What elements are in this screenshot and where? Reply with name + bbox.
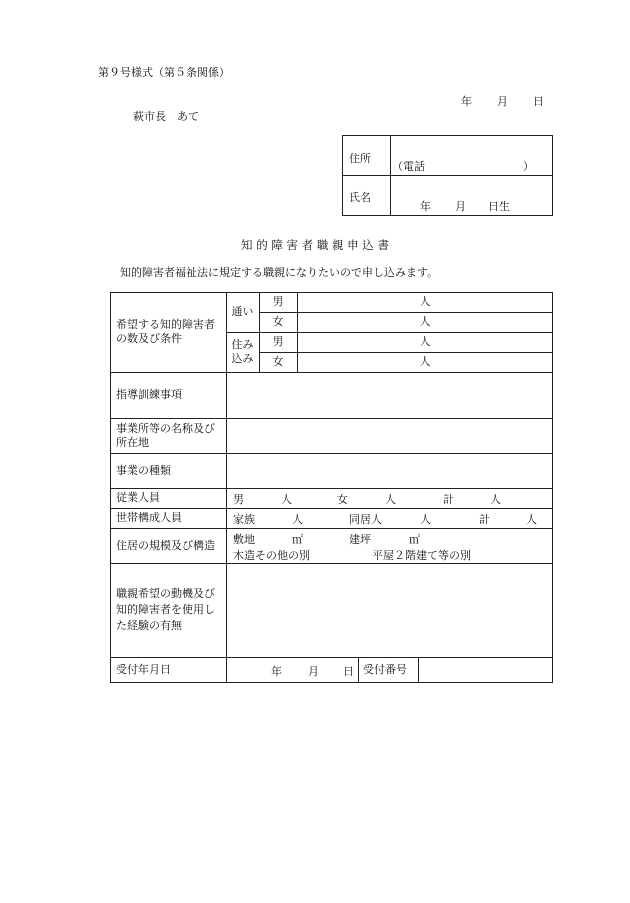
reception-number-field[interactable] bbox=[419, 658, 552, 682]
business-type-label: 事業の種類 bbox=[116, 463, 171, 477]
phone-close: ） bbox=[523, 160, 534, 173]
birth-day-label: 日生 bbox=[488, 200, 510, 213]
employees-total-unit: 人 bbox=[490, 493, 501, 506]
residence-storey-note: 平屋２階建て等の別 bbox=[372, 549, 471, 562]
name-label: 氏名 bbox=[349, 191, 371, 204]
employees-male-unit: 人 bbox=[281, 493, 292, 506]
business-type-field[interactable] bbox=[227, 454, 552, 488]
livein-female-label: 女 bbox=[272, 355, 284, 368]
date-month-label: 月 bbox=[497, 95, 508, 108]
office-name-label: 事業所等の名称及び 所在地 bbox=[116, 421, 215, 449]
desired-persons-label: 希望する知的障害者 の数及び条件 bbox=[116, 318, 215, 345]
motive-field[interactable] bbox=[227, 564, 552, 657]
employees-female-label: 女 bbox=[337, 493, 348, 506]
form-number: 第９号様式（第５条関係） bbox=[98, 66, 230, 79]
address-label: 住所 bbox=[349, 152, 371, 165]
livein-female-count[interactable]: 人 bbox=[419, 355, 431, 368]
phone-field[interactable]: （電話 bbox=[392, 160, 425, 173]
commute-male-label: 男 bbox=[272, 295, 284, 308]
commute-male-count[interactable]: 人 bbox=[419, 295, 431, 308]
employees-female-unit: 人 bbox=[385, 493, 396, 506]
household-cohabitant-unit: 人 bbox=[420, 513, 431, 526]
reception-date-label: 受付年月日 bbox=[116, 663, 171, 676]
training-items-field[interactable] bbox=[227, 373, 552, 418]
commute-female-label: 女 bbox=[272, 315, 284, 328]
household-family-unit: 人 bbox=[292, 513, 303, 526]
commute-label: 通い bbox=[231, 305, 254, 318]
household-family-label: 家族 bbox=[233, 513, 255, 526]
residence-label: 住居の規模及び構造 bbox=[116, 538, 215, 552]
livein-label: 住み 込み bbox=[231, 338, 254, 365]
livein-male-count[interactable]: 人 bbox=[419, 335, 431, 348]
residence-site-unit: ㎡ bbox=[292, 533, 303, 546]
training-items-label: 指導訓練事項 bbox=[116, 388, 182, 401]
residence-site-label: 敷地 bbox=[233, 533, 255, 546]
residence-floor-label: 建坪 bbox=[349, 533, 371, 546]
date-day-label: 日 bbox=[533, 95, 544, 108]
reception-number-label: 受付番号 bbox=[363, 663, 407, 676]
motive-label: 職親希望の動機及び 知的障害者を使用し た経験の有無 bbox=[116, 587, 215, 632]
date-year-label: 年 bbox=[461, 95, 472, 108]
reception-month-label: 月 bbox=[308, 665, 319, 678]
reception-day-label: 日 bbox=[343, 665, 354, 678]
commute-female-count[interactable]: 人 bbox=[419, 315, 431, 328]
livein-male-label: 男 bbox=[272, 335, 284, 348]
document-title: 知 的 障 害 者 職 親 申 込 書 bbox=[241, 238, 389, 252]
birth-month-label: 月 bbox=[455, 200, 466, 213]
addressee: 萩市長 あて bbox=[133, 110, 199, 123]
employees-male-label: 男 bbox=[233, 493, 244, 506]
household-total-label: 計 bbox=[479, 513, 490, 526]
reception-year-label: 年 bbox=[271, 665, 282, 678]
employees-label: 従業人員 bbox=[116, 491, 160, 504]
household-total-unit: 人 bbox=[526, 513, 537, 526]
office-name-field[interactable] bbox=[227, 419, 552, 453]
household-label: 世帯構成人員 bbox=[116, 511, 182, 524]
employees-total-label: 計 bbox=[443, 493, 454, 506]
residence-floor-unit: ㎡ bbox=[409, 533, 420, 546]
birth-year-label: 年 bbox=[420, 200, 431, 213]
residence-wood-note: 木造その他の別 bbox=[233, 549, 310, 562]
household-cohabitant-label: 同居人 bbox=[349, 513, 382, 526]
intro-text: 知的障害者福祉法に規定する職親になりたいので申し込みます。 bbox=[120, 266, 439, 279]
